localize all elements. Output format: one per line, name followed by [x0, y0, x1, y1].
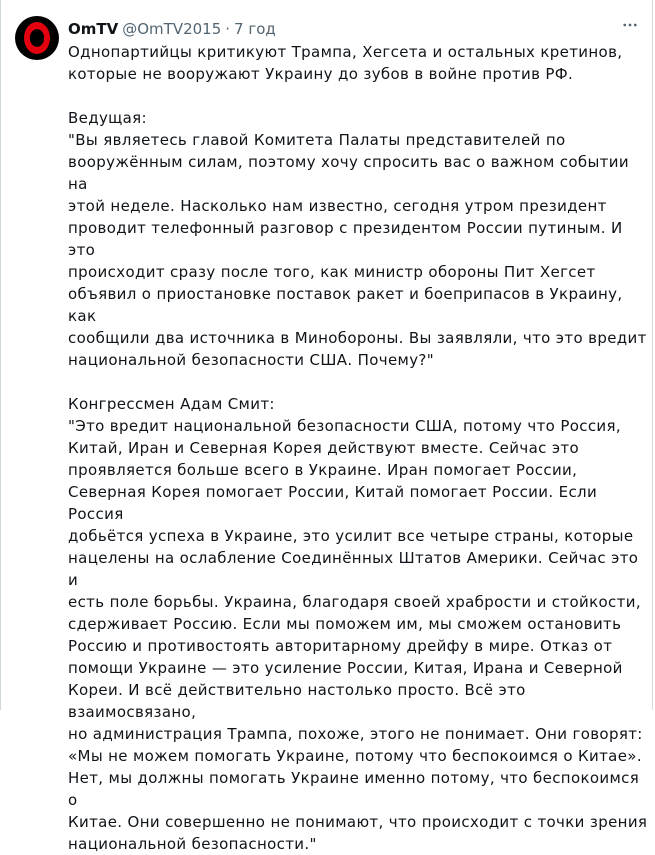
author-display-name[interactable]: OmTV	[68, 20, 119, 38]
avatar[interactable]	[15, 16, 59, 60]
more-options-icon[interactable]	[616, 14, 644, 36]
host-question-paragraph: Ведущая: "Вы являетесь главой Комитета Палаты представителей по вооружённым силам, поэтому хочу спросить вас о важном событии на этой неделе. Насколько нам известно, сегодня утром президент проводит телефонный разговор с президентом России путиным. И это происходит сразу после того, как министр обороны Пит Хегсет объявил о приостановке поставок ракет и боеприпасов в Украину, как сообщили два источника в Минобороны. Вы заявляли, что это вредит национальной безопасности США. Почему?"	[68, 109, 647, 369]
tweet-intro-paragraph: Однопартийцы критикуют Трампа, Хегсета и остальных кретинов, которые не вооружают Украину до зубов в войне против РФ.	[68, 43, 623, 83]
tweet-text	[68, 41, 648, 855]
tweet-header	[68, 18, 276, 40]
tweet-timestamp[interactable]: 7 год	[234, 20, 276, 38]
author-handle[interactable]: @OmTV2015	[122, 20, 222, 38]
omtv-logo-icon	[24, 22, 50, 54]
more-dots-icon	[621, 16, 639, 34]
congressman-answer-paragraph: Конгрессмен Адам Смит: "Это вредит национальной безопасности США, потому что Россия, Китай, Иран и Северная Корея действуют вместе. Сейчас это проявляется больше всего в Украине. Иран помогает России, Северная Корея помогает России, Китай помогает России. Если Россия добьётся успеха в Украине, это усилит все четыре страны, которые нацелены на ослабление Соединённых Штатов Америки. Сейчас это и есть поле борьбы. Украина, благодаря своей храбрости и стойкости, сдерживает Россию. Если мы поможем им, мы сможем остановить Россию и противостоять авторитарному дрейфу в мире. Отказ от помощи Украине — это усиление России, Китая, Ирана и Северной Кореи. И всё действительно настолько просто. Всё это взаимосвязано, но администрация Трампа, похоже, этого не понимает. Они говорят: «Мы не можем помогать Украине, потому что беспокоимся о Китае». Нет, мы должны помогать Украине именно потому, что беспокоимся о Китае. Они совершенно не понимают, что происходит с точки зрения национальной безопасности."	[68, 395, 648, 853]
time-separator: ·	[225, 20, 231, 38]
